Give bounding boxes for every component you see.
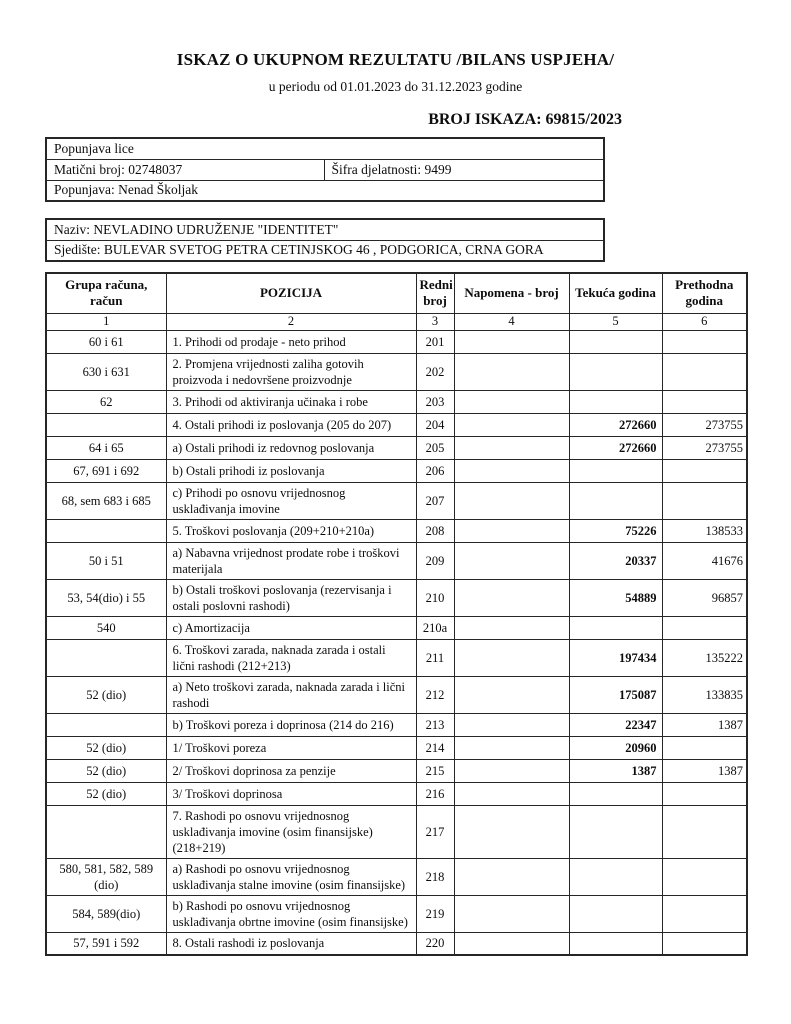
cell-grupa: 540 [46, 616, 166, 639]
cell-pozicija: b) Rashodi po osnovu vrijednosnog usklađivanja obrtne imovine (osim finansijske) [166, 895, 416, 932]
column-header: Redni broj [416, 273, 454, 313]
column-header: Napomena - broj [454, 273, 569, 313]
cell-prethodna [662, 330, 747, 353]
cell-tekuca: 197434 [569, 639, 662, 676]
cell-prethodna [662, 736, 747, 759]
cell-prethodna: 96857 [662, 579, 747, 616]
cell-grupa: 630 i 631 [46, 353, 166, 390]
cell-prethodna: 138533 [662, 519, 747, 542]
cell-grupa [46, 639, 166, 676]
cell-napomena [454, 542, 569, 579]
table-row [46, 413, 747, 436]
cell-redni: 203 [416, 390, 454, 413]
table-row [46, 736, 747, 759]
cell-napomena [454, 736, 569, 759]
cell-grupa: 60 i 61 [46, 330, 166, 353]
cell-napomena [454, 858, 569, 895]
cell-redni: 210a [416, 616, 454, 639]
table-row [46, 330, 747, 353]
cell-tekuca [569, 895, 662, 932]
cell-tekuca: 175087 [569, 676, 662, 713]
cell-pozicija: a) Ostali prihodi iz redovnog poslovanja [166, 436, 416, 459]
cell-napomena [454, 639, 569, 676]
cell-grupa: 52 (dio) [46, 782, 166, 805]
entity-info-table [45, 218, 605, 262]
cell-napomena [454, 805, 569, 858]
cell-grupa [46, 519, 166, 542]
cell-prethodna [662, 482, 747, 519]
cell-tekuca: 75226 [569, 519, 662, 542]
cell-napomena [454, 782, 569, 805]
cell-prethodna: 1387 [662, 759, 747, 782]
table-row [46, 542, 747, 579]
cell-pozicija: 3/ Troškovi doprinosa [166, 782, 416, 805]
cell-redni: 210 [416, 579, 454, 616]
cell-pozicija: 2. Promjena vrijednosti zaliha gotovih proizvoda i nedovršene proizvodnje [166, 353, 416, 390]
cell-pozicija: 8. Ostali rashodi iz poslovanja [166, 932, 416, 955]
cell-prethodna: 41676 [662, 542, 747, 579]
cell-pozicija: c) Prihodi po osnovu vrijednosnog usklađivanja imovine [166, 482, 416, 519]
cell-pozicija: a) Rashodi po osnovu vrijednosnog usklađivanja stalne imovine (osim finansijske) [166, 858, 416, 895]
cell-prethodna [662, 390, 747, 413]
cell-napomena [454, 436, 569, 459]
filer-row-lice [46, 138, 604, 159]
cell-grupa [46, 413, 166, 436]
sjediste-cell: Sjedište: BULEVAR SVETOG PETRA CETINJSKOG 46 , PODGORICA, CRNA GORA [46, 240, 604, 261]
cell-tekuca: 1387 [569, 759, 662, 782]
filer-row-popunjava [46, 180, 604, 201]
cell-tekuca: 272660 [569, 436, 662, 459]
cell-redni: 205 [416, 436, 454, 459]
cell-prethodna [662, 805, 747, 858]
column-number: 3 [416, 313, 454, 330]
cell-prethodna [662, 858, 747, 895]
cell-prethodna: 133835 [662, 676, 747, 713]
cell-redni: 214 [416, 736, 454, 759]
cell-grupa: 52 (dio) [46, 676, 166, 713]
table-row [46, 782, 747, 805]
cell-grupa [46, 805, 166, 858]
cell-pozicija: c) Amortizacija [166, 616, 416, 639]
cell-pozicija: 1/ Troškovi poreza [166, 736, 416, 759]
cell-redni: 208 [416, 519, 454, 542]
cell-grupa: 52 (dio) [46, 759, 166, 782]
table-row [46, 759, 747, 782]
cell-tekuca [569, 459, 662, 482]
cell-napomena [454, 579, 569, 616]
cell-redni: 201 [416, 330, 454, 353]
column-header: Tekuća godina [569, 273, 662, 313]
cell-prethodna [662, 895, 747, 932]
column-header: POZICIJA [166, 273, 416, 313]
cell-redni: 212 [416, 676, 454, 713]
table-row [46, 616, 747, 639]
cell-napomena [454, 616, 569, 639]
table-row [46, 390, 747, 413]
cell-pozicija: b) Ostali prihodi iz poslovanja [166, 459, 416, 482]
cell-napomena [454, 932, 569, 955]
cell-tekuca: 54889 [569, 579, 662, 616]
cell-tekuca [569, 353, 662, 390]
cell-tekuca [569, 616, 662, 639]
table-row [46, 676, 747, 713]
cell-prethodna [662, 782, 747, 805]
cell-redni: 219 [416, 895, 454, 932]
table-row [46, 482, 747, 519]
column-number: 1 [46, 313, 166, 330]
cell-napomena [454, 713, 569, 736]
cell-tekuca [569, 330, 662, 353]
cell-napomena [454, 676, 569, 713]
cell-napomena [454, 330, 569, 353]
cell-pozicija: b) Troškovi poreza i doprinosa (214 do 216) [166, 713, 416, 736]
cell-napomena [454, 895, 569, 932]
sifra-djelatnosti-cell: Šifra djelatnosti: 9499 [324, 159, 604, 180]
column-number: 5 [569, 313, 662, 330]
entity-row-sjediste [46, 240, 604, 261]
income-statement-table [45, 272, 748, 956]
cell-napomena [454, 519, 569, 542]
cell-redni: 206 [416, 459, 454, 482]
cell-pozicija: 6. Troškovi zarada, naknada zarada i ostali lični rashodi (212+213) [166, 639, 416, 676]
cell-napomena [454, 482, 569, 519]
report-period: u periodu od 01.01.2023 do 31.12.2023 godine [268, 79, 523, 94]
cell-prethodna [662, 616, 747, 639]
cell-grupa: 584, 589(dio) [46, 895, 166, 932]
cell-grupa: 580, 581, 582, 589 (dio) [46, 858, 166, 895]
column-header: Prethodna godina [662, 273, 747, 313]
entity-row-naziv [46, 219, 604, 240]
cell-pozicija: a) Nabavna vrijednost prodate robe i troškovi materijala [166, 542, 416, 579]
cell-grupa: 68, sem 683 i 685 [46, 482, 166, 519]
cell-grupa: 53, 54(dio) i 55 [46, 579, 166, 616]
table-row [46, 519, 747, 542]
cell-pozicija: b) Ostali troškovi poslovanja (rezervisanja i ostali poslovni rashodi) [166, 579, 416, 616]
cell-redni: 220 [416, 932, 454, 955]
cell-grupa: 62 [46, 390, 166, 413]
cell-prethodna: 135222 [662, 639, 747, 676]
page-title: ISKAZ O UKUPNOM REZULTATU /BILANS USPJEHA/ [176, 50, 615, 69]
cell-redni: 211 [416, 639, 454, 676]
cell-tekuca: 20960 [569, 736, 662, 759]
cell-redni: 215 [416, 759, 454, 782]
cell-redni: 213 [416, 713, 454, 736]
filer-info-table [45, 137, 605, 202]
table-row [46, 579, 747, 616]
column-header: Grupa računa, račun [46, 273, 166, 313]
table-row [46, 713, 747, 736]
cell-grupa: 50 i 51 [46, 542, 166, 579]
cell-tekuca [569, 482, 662, 519]
cell-tekuca [569, 782, 662, 805]
cell-grupa: 67, 691 i 692 [46, 459, 166, 482]
cell-redni: 217 [416, 805, 454, 858]
cell-napomena [454, 459, 569, 482]
cell-pozicija: 2/ Troškovi doprinosa za penzije [166, 759, 416, 782]
cell-redni: 202 [416, 353, 454, 390]
cell-pozicija: 3. Prihodi od aktiviranja učinaka i robe [166, 390, 416, 413]
cell-prethodna [662, 459, 747, 482]
cell-redni: 218 [416, 858, 454, 895]
table-row [46, 805, 747, 858]
cell-pozicija: a) Neto troškovi zarada, naknada zarada i lični rashodi [166, 676, 416, 713]
cell-tekuca [569, 390, 662, 413]
column-number: 4 [454, 313, 569, 330]
maticni-broj-cell: Matični broj: 02748037 [46, 159, 324, 180]
table-row [46, 639, 747, 676]
cell-prethodna [662, 353, 747, 390]
cell-redni: 209 [416, 542, 454, 579]
cell-napomena [454, 390, 569, 413]
naziv-cell: Naziv: NEVLADINO UDRUŽENJE "IDENTITET" [46, 219, 604, 240]
cell-tekuca: 20337 [569, 542, 662, 579]
table-column-number-row [46, 313, 747, 330]
table-row [46, 858, 747, 895]
cell-tekuca: 272660 [569, 413, 662, 436]
cell-grupa: 57, 591 i 592 [46, 932, 166, 955]
column-number: 6 [662, 313, 747, 330]
cell-tekuca: 22347 [569, 713, 662, 736]
table-row [46, 895, 747, 932]
cell-pozicija: 1. Prihodi od prodaje - neto prihod [166, 330, 416, 353]
cell-prethodna [662, 932, 747, 955]
cell-grupa: 64 i 65 [46, 436, 166, 459]
cell-pozicija: 5. Troškovi poslovanja (209+210+210a) [166, 519, 416, 542]
statement-number: BROJ ISKAZA: 69815/2023 [428, 111, 622, 128]
cell-pozicija: 7. Rashodi po osnovu vrijednosnog usklađivanja imovine (osim finansijske) (218+219) [166, 805, 416, 858]
popunjava-lice-cell: Popunjava lice [46, 138, 604, 159]
cell-grupa [46, 713, 166, 736]
cell-napomena [454, 413, 569, 436]
cell-pozicija: 4. Ostali prihodi iz poslovanja (205 do 207) [166, 413, 416, 436]
table-row [46, 459, 747, 482]
cell-redni: 216 [416, 782, 454, 805]
table-row [46, 436, 747, 459]
filer-row-ids [46, 159, 604, 180]
table-header-row [46, 273, 747, 313]
table-row [46, 353, 747, 390]
popunjava-cell: Popunjava: Nenad Školjak [46, 180, 604, 201]
cell-prethodna: 273755 [662, 413, 747, 436]
cell-prethodna: 273755 [662, 436, 747, 459]
cell-prethodna: 1387 [662, 713, 747, 736]
table-row [46, 932, 747, 955]
column-number: 2 [166, 313, 416, 330]
cell-tekuca [569, 858, 662, 895]
cell-tekuca [569, 805, 662, 858]
cell-redni: 204 [416, 413, 454, 436]
cell-tekuca [569, 932, 662, 955]
cell-napomena [454, 353, 569, 390]
cell-redni: 207 [416, 482, 454, 519]
cell-grupa: 52 (dio) [46, 736, 166, 759]
cell-napomena [454, 759, 569, 782]
